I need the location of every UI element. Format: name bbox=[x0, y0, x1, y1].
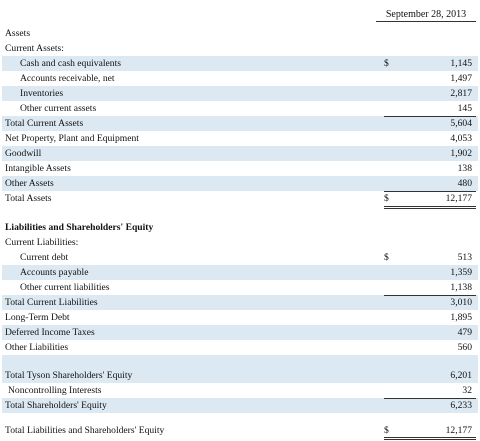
row-value: 5,604 bbox=[450, 118, 472, 129]
row-label: Intangible Assets bbox=[5, 163, 71, 174]
row-label: Liabilities and Shareholders' Equity bbox=[5, 222, 154, 233]
row-label: Other Assets bbox=[5, 178, 54, 189]
row-total-current-assets bbox=[2, 116, 478, 131]
row-intangible-assets bbox=[2, 161, 478, 176]
row-inventories bbox=[2, 86, 478, 101]
total-double-rule bbox=[384, 437, 476, 440]
row-value: 12,177 bbox=[445, 425, 472, 436]
row-label: Inventories bbox=[20, 88, 64, 99]
row-value: 480 bbox=[457, 178, 472, 189]
row-label: Other current assets bbox=[20, 103, 97, 114]
section-title-liabilities bbox=[2, 220, 478, 235]
row-label: Assets bbox=[5, 28, 31, 39]
spacer-row bbox=[2, 355, 478, 368]
row-value: 3,010 bbox=[450, 297, 472, 308]
row-value: 1,145 bbox=[450, 58, 472, 69]
row-value: 1,902 bbox=[450, 148, 472, 159]
total-double-rule bbox=[384, 206, 476, 209]
row-label: Total Liabilities and Shareholders' Equity bbox=[5, 425, 165, 436]
row-label: Other current liabilities bbox=[20, 282, 110, 293]
row-cash bbox=[2, 56, 478, 71]
row-label: Other Liabilities bbox=[5, 342, 69, 353]
row-value: 6,233 bbox=[450, 400, 472, 411]
row-value: 1,895 bbox=[450, 312, 472, 323]
row-long-term-debt bbox=[2, 310, 478, 325]
row-goodwill bbox=[2, 146, 478, 161]
row-label: Noncontrolling Interests bbox=[8, 385, 102, 396]
row-label: Long-Term Debt bbox=[5, 312, 70, 323]
row-noncontrolling-interests bbox=[2, 383, 478, 398]
row-label: Current debt bbox=[20, 252, 69, 263]
row-total-assets bbox=[2, 191, 478, 206]
section-title-assets bbox=[2, 26, 478, 41]
row-total-shareholders-equity bbox=[2, 398, 478, 413]
row-label: Cash and cash equivalents bbox=[20, 58, 121, 69]
row-value: 513 bbox=[457, 252, 472, 263]
row-accounts-receivable bbox=[2, 71, 478, 86]
row-accounts-payable bbox=[2, 265, 478, 280]
row-total-tyson-equity bbox=[2, 368, 478, 383]
row-label: Deferred Income Taxes bbox=[5, 327, 95, 338]
row-net-ppe bbox=[2, 131, 478, 146]
subsection-current-liabilities bbox=[2, 235, 478, 250]
row-label: Total Current Liabilities bbox=[5, 297, 98, 308]
row-value: 560 bbox=[457, 342, 472, 353]
row-label: Net Property, Plant and Equipment bbox=[5, 133, 139, 144]
row-other-assets bbox=[2, 176, 478, 191]
row-other-liabilities bbox=[2, 340, 478, 355]
row-total-liabilities-equity bbox=[2, 423, 478, 438]
row-value: 1,359 bbox=[450, 267, 472, 278]
row-value: 145 bbox=[457, 103, 472, 114]
row-deferred-income-taxes bbox=[2, 325, 478, 340]
row-current-debt bbox=[2, 250, 478, 265]
subsection-current-assets bbox=[2, 41, 478, 56]
row-other-current-liabilities bbox=[2, 280, 478, 295]
row-value: 1,138 bbox=[450, 282, 472, 293]
row-value: 6,201 bbox=[450, 370, 472, 381]
column-header-date: September 28, 2013 bbox=[376, 8, 476, 22]
row-value: 1,497 bbox=[450, 73, 472, 84]
row-label: Current Liabilities: bbox=[5, 237, 79, 248]
row-label: Total Tyson Shareholders' Equity bbox=[5, 370, 133, 381]
row-value: 2,817 bbox=[450, 88, 472, 99]
currency-symbol: $ bbox=[384, 193, 389, 204]
row-label: Total Current Assets bbox=[5, 118, 84, 129]
row-label: Accounts payable bbox=[20, 267, 89, 278]
row-value: 479 bbox=[457, 327, 472, 338]
row-label: Total Shareholders' Equity bbox=[5, 400, 107, 411]
row-total-current-liabilities bbox=[2, 295, 478, 310]
row-value: 138 bbox=[457, 163, 472, 174]
row-label: Total Assets bbox=[5, 193, 52, 204]
row-value: 12,177 bbox=[445, 193, 472, 204]
currency-symbol: $ bbox=[384, 252, 389, 263]
row-other-current-assets bbox=[2, 101, 478, 116]
row-value: 4,053 bbox=[450, 133, 472, 144]
currency-symbol: $ bbox=[384, 58, 389, 69]
row-label: Current Assets: bbox=[5, 43, 64, 54]
row-value: 32 bbox=[462, 385, 472, 396]
row-label: Goodwill bbox=[5, 148, 42, 159]
currency-symbol: $ bbox=[384, 425, 389, 436]
row-label: Accounts receivable, net bbox=[20, 73, 115, 84]
